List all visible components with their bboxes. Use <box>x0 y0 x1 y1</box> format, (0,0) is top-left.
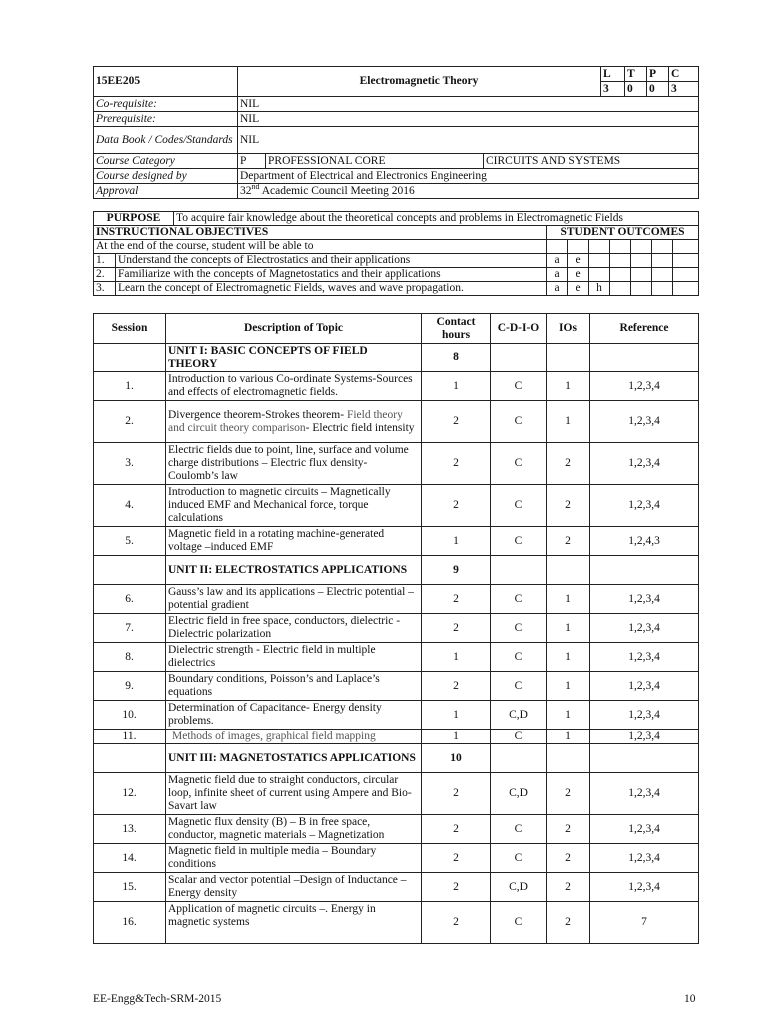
contact-hours: 2 <box>422 401 491 443</box>
unit-hours: 8 <box>422 344 491 372</box>
unit-title: UNIT I: BASIC CONCEPTS OF FIELD THEORY <box>166 344 422 372</box>
prerequisite-label: Prerequisite: <box>94 112 238 127</box>
table-row <box>94 672 699 701</box>
reference: 1,2,4,3 <box>590 527 699 556</box>
session-number: 15. <box>94 873 166 902</box>
session-number: 4. <box>94 485 166 527</box>
unit-row <box>94 556 699 585</box>
topic-description: Electric fields due to point, line, surface and volume charge distributions – Electric flux density- Coulomb’s law <box>166 443 422 485</box>
unit-row <box>94 744 699 773</box>
session-number: 12. <box>94 773 166 815</box>
ltpc-label: L <box>601 67 625 82</box>
approval-value <box>238 181 699 199</box>
corequisite-label: Co-requisite: <box>94 97 238 112</box>
outcome: e <box>568 268 589 282</box>
corequisite-value: NIL <box>238 97 699 112</box>
ios: 1 <box>547 614 590 643</box>
outcome: h <box>589 282 610 296</box>
session-number: 7. <box>94 614 166 643</box>
table-row <box>94 443 699 485</box>
ios: 1 <box>547 643 590 672</box>
ios: 2 <box>547 443 590 485</box>
approval-suffix: nd <box>251 181 260 191</box>
cdio: C,D <box>491 873 547 902</box>
table-row <box>94 730 699 744</box>
topic-part: Divergence theorem-Strokes theorem- <box>168 408 347 421</box>
contact-hours: 2 <box>422 873 491 902</box>
approval-label: Approval <box>94 184 238 199</box>
session-number: 5. <box>94 527 166 556</box>
contact-hours: 1 <box>422 701 491 730</box>
cdio: C <box>491 815 547 844</box>
cdio: C <box>491 614 547 643</box>
objectives-intro: At the end of the course, student will be able to <box>94 240 547 254</box>
topic-description: Introduction to magnetic circuits – Magnetically induced EMF and Mechanical force, torque calculations <box>166 485 422 527</box>
topic-description: Introduction to various Co-ordinate Systems-Sources and effects of electromagnetic fields. <box>166 372 422 401</box>
table-row <box>94 701 699 730</box>
outcome: a <box>547 282 568 296</box>
category-name: PROFESSIONAL CORE <box>266 154 484 169</box>
reference: 1,2,3,4 <box>590 873 699 902</box>
unit-title: UNIT II: ELECTROSTATICS APPLICATIONS <box>166 556 422 585</box>
ltpc-value: 3 <box>601 82 625 97</box>
category-label: Course Category <box>94 154 238 169</box>
objective-number: 3. <box>94 282 116 296</box>
reference: 1,2,3,4 <box>590 672 699 701</box>
table-row <box>94 844 699 873</box>
category-code: P <box>238 154 266 169</box>
outcome: a <box>547 268 568 282</box>
outcome: e <box>568 254 589 268</box>
page-number: 10 <box>684 993 696 1005</box>
topic-description: Scalar and vector potential –Design of Inductance – Energy density <box>166 873 422 902</box>
col-header-hours: Contact hours <box>422 314 491 344</box>
session-number: 14. <box>94 844 166 873</box>
col-header-reference: Reference <box>590 314 699 344</box>
reference: 1,2,3,4 <box>590 372 699 401</box>
reference: 1,2,3,4 <box>590 773 699 815</box>
topic-description: Boundary conditions, Poisson’s and Laplace’s equations <box>166 672 422 701</box>
ios: 1 <box>547 585 590 614</box>
contact-hours: 1 <box>422 643 491 672</box>
cdio: C <box>491 672 547 701</box>
topic-part: - Electric field intensity <box>305 421 415 434</box>
table-row <box>94 527 699 556</box>
cdio: C <box>491 372 547 401</box>
cdio: C <box>491 730 547 744</box>
objective-number: 1. <box>94 254 116 268</box>
ltpc-label: T <box>625 67 647 82</box>
session-number: 3. <box>94 443 166 485</box>
session-number: 10. <box>94 701 166 730</box>
ios: 2 <box>547 815 590 844</box>
table-row <box>94 643 699 672</box>
reference: 1,2,3,4 <box>590 643 699 672</box>
ios: 2 <box>547 527 590 556</box>
unit-row <box>94 344 699 372</box>
approval-text: Academic Council Meeting 2016 <box>259 184 415 197</box>
col-header-session: Session <box>94 314 166 344</box>
topic-description: Electric field in free space, conductors, dielectric -Dielectric polarization <box>166 614 422 643</box>
cdio: C,D <box>491 701 547 730</box>
ios: 1 <box>547 401 590 443</box>
contact-hours: 2 <box>422 672 491 701</box>
col-header-ios: IOs <box>547 314 590 344</box>
ltpc-value: 3 <box>669 82 699 97</box>
io-heading: INSTRUCTIONAL OBJECTIVES <box>94 226 547 240</box>
ios: 1 <box>547 672 590 701</box>
contact-hours: 2 <box>422 815 491 844</box>
objective-text: Learn the concept of Electromagnetic Fields, waves and wave propagation. <box>116 282 547 296</box>
reference: 1,2,3,4 <box>590 701 699 730</box>
ios: 1 <box>547 730 590 744</box>
table-row <box>94 372 699 401</box>
designed-value: Department of Electrical and Electronics Engineering <box>238 169 699 184</box>
so-heading: STUDENT OUTCOMES <box>547 226 699 240</box>
approval-number: 32 <box>240 184 252 197</box>
outcome: e <box>568 282 589 296</box>
ios: 1 <box>547 701 590 730</box>
objective-row <box>94 282 699 296</box>
session-number: 6. <box>94 585 166 614</box>
reference: 1,2,3,4 <box>590 614 699 643</box>
course-title: Electromagnetic Theory <box>238 67 601 97</box>
unit-hours: 10 <box>422 744 491 773</box>
ltpc-label: P <box>647 67 669 82</box>
ios: 1 <box>547 372 590 401</box>
databook-label: Data Book / Codes/Standards <box>94 127 238 154</box>
objective-row <box>94 254 699 268</box>
contact-hours: 1 <box>422 730 491 744</box>
topic-description: Magnetic field in multiple media – Boundary conditions <box>166 844 422 873</box>
ios: 2 <box>547 485 590 527</box>
cdio: C <box>491 401 547 443</box>
outcome <box>589 268 610 282</box>
contact-hours: 2 <box>422 443 491 485</box>
session-number: 1. <box>94 372 166 401</box>
table-row <box>94 485 699 527</box>
contact-hours: 2 <box>422 844 491 873</box>
table-row <box>94 873 699 902</box>
objective-number: 2. <box>94 268 116 282</box>
category-area: CIRCUITS AND SYSTEMS <box>484 154 699 169</box>
reference: 7 <box>590 902 699 944</box>
cdio: C <box>491 902 547 944</box>
contact-hours: 1 <box>422 527 491 556</box>
designed-label: Course designed by <box>94 169 238 184</box>
table-row <box>94 585 699 614</box>
footer-label: EE-Engg&Tech-SRM-2015 <box>93 993 222 1005</box>
objective-text: Familiarize with the concepts of Magnetostatics and their applications <box>116 268 547 282</box>
ios: 2 <box>547 902 590 944</box>
outcome <box>589 254 610 268</box>
contact-hours: 2 <box>422 902 491 944</box>
purpose-text: To acquire fair knowledge about the theoretical concepts and problems in Electromagnetic Fields <box>174 212 699 226</box>
session-number: 9. <box>94 672 166 701</box>
reference: 1,2,3,4 <box>590 401 699 443</box>
unit-hours: 9 <box>422 556 491 585</box>
topic-description <box>166 401 422 443</box>
cdio: C,D <box>491 773 547 815</box>
course-info-table <box>93 66 699 199</box>
databook-value: NIL <box>238 127 699 154</box>
topic-description: Magnetic field in a rotating machine-generated voltage –induced EMF <box>166 527 422 556</box>
reference: 1,2,3,4 <box>590 730 699 744</box>
cdio: C <box>491 485 547 527</box>
reference: 1,2,3,4 <box>590 443 699 485</box>
col-header-description: Description of Topic <box>166 314 422 344</box>
table-row <box>94 401 699 443</box>
table-row <box>94 902 699 944</box>
session-number: 13. <box>94 815 166 844</box>
ltpc-label: C <box>669 67 699 82</box>
contact-hours: 2 <box>422 773 491 815</box>
objectives-table <box>93 211 699 296</box>
purpose-label: PURPOSE <box>94 212 174 226</box>
outcome: a <box>547 254 568 268</box>
contact-hours: 2 <box>422 585 491 614</box>
topic-description: Gauss’s law and its applications – Electric potential – potential gradient <box>166 585 422 614</box>
objective-text: Understand the concepts of Electrostatics and their applications <box>116 254 547 268</box>
cdio: C <box>491 443 547 485</box>
topic-description: Dielectric strength - Electric field in multiple dielectrics <box>166 643 422 672</box>
session-number: 2. <box>94 401 166 443</box>
ios: 2 <box>547 873 590 902</box>
reference: 1,2,3,4 <box>590 485 699 527</box>
cdio: C <box>491 643 547 672</box>
contact-hours: 2 <box>422 614 491 643</box>
topic-description: Magnetic field due to straight conductors, circular loop, infinite sheet of current using Ampere and Bio-Savart law <box>166 773 422 815</box>
session-number: 8. <box>94 643 166 672</box>
prerequisite-value: NIL <box>238 112 699 127</box>
topic-description: Determination of Capacitance- Energy density problems. <box>166 701 422 730</box>
session-number: 16. <box>94 902 166 944</box>
cdio: C <box>491 527 547 556</box>
topic-description: Magnetic flux density (B) – B in free space, conductor, magnetic materials – Magnetization <box>166 815 422 844</box>
col-header-cdio: C-D-I-O <box>491 314 547 344</box>
ltpc-value: 0 <box>625 82 647 97</box>
ltpc-value: 0 <box>647 82 669 97</box>
cdio: C <box>491 844 547 873</box>
session-number: 11. <box>94 730 166 744</box>
reference: 1,2,3,4 <box>590 585 699 614</box>
course-code: 15EE205 <box>94 67 238 97</box>
reference: 1,2,3,4 <box>590 844 699 873</box>
contact-hours: 2 <box>422 485 491 527</box>
table-row <box>94 614 699 643</box>
topic-description: Methods of images, graphical field mapping <box>166 730 422 744</box>
table-row <box>94 773 699 815</box>
topic-part-highlight: Field theory and circuit theory comparison <box>168 408 403 434</box>
cdio: C <box>491 585 547 614</box>
unit-title: UNIT III: MAGNETOSTATICS APPLICATIONS <box>166 744 422 773</box>
contact-hours: 1 <box>422 372 491 401</box>
table-row <box>94 815 699 844</box>
objective-row <box>94 268 699 282</box>
reference: 1,2,3,4 <box>590 815 699 844</box>
ios: 2 <box>547 844 590 873</box>
topic-description: Application of magnetic circuits –. Energy in magnetic systems <box>166 902 422 944</box>
ios: 2 <box>547 773 590 815</box>
sessions-table <box>93 313 699 944</box>
